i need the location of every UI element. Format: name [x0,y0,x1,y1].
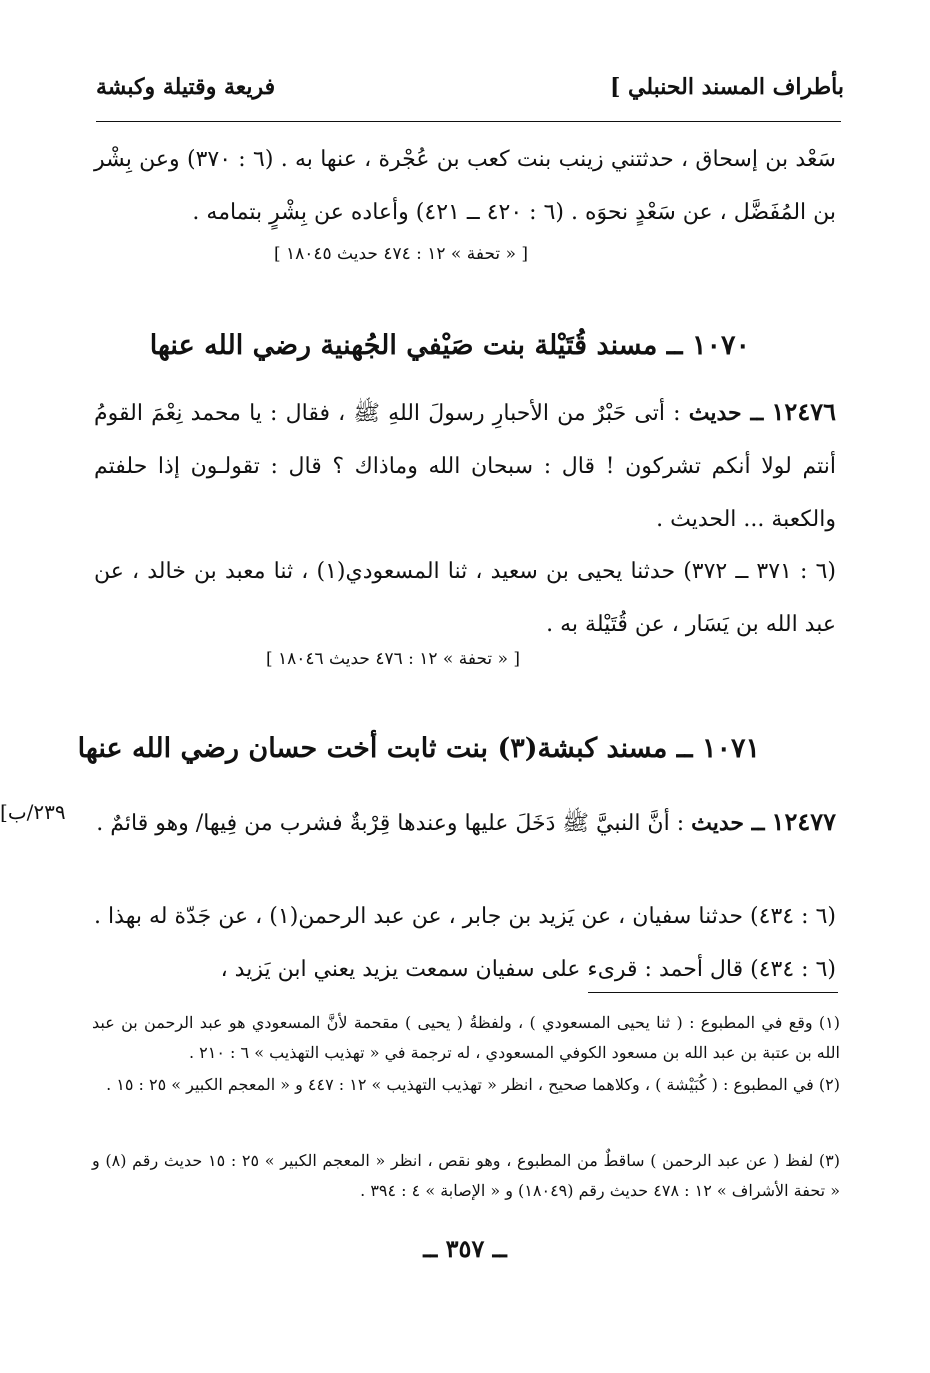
hadith-label: ــ حديث [691,810,765,836]
hadith-12477 [94,795,836,850]
running-header-section: فريعة وقتيلة وكبشة [96,74,276,100]
hadith-number: ١٢٤٧٧ [771,807,836,836]
footnote-2: (٢) في المطبوع : ( كُبَيْشة ) ، وكلاهما صحيح ، انظر « تهذيب التهذيب » ١٢ : ٤٤٧ و « المعجم الكبير » ٢٥ : ١٥ . [106,1075,840,1094]
footnote-separator [588,992,838,993]
isnad-paragraph-1: (٦ : ٣٧١ ــ ٣٧٢) حدثنا يحيى بن سعيد ، ثنا المسعودي(١) ، ثنا معبد بن خالد ، عن عبد الله بن يَسَار ، عن قُتَيْلة به . [94,559,836,637]
manuscript-folio-marker: [٢٣٩/ب [0,800,66,824]
hadith-text: : أنَّ النبيَّ ﷺ دَخَلَ عليها وعندها قِرْبةٌ فشرب من فِيها/ وهو قائمٌ . [96,811,685,836]
continuation-paragraph: سَعْد بن إسحاق ، حدثتني زينب بنت كعب بن عُجْرة ، عنها به . (٦ : ٣٧٠) وعن بِشْر بن المُفَضَّل ، عن سَعْدٍ نحوَه . (٦ : ٤٢٠ ــ ٤٢١) وأعاده عن بِشْرٍ بتمامه . [94,147,836,225]
footnote-3: (٣) لفظ ( عن عبد الرحمن ) ساقطٌ من المطبوع ، وهو نقص ، انظر « المعجم الكبير » ٢٥ : ١٥ حديث رقم (٨) و « تحفة الأشراف » ١٢ : ٤٧٨ حديث رقم (١٨٠٤٩) و « الإصابة » ٤ : ٣٩٤ . [92,1151,840,1200]
header-rule [96,121,841,122]
isnad-paragraph-2: (٦ : ٤٣٤) حدثنا سفيان ، عن يَزيد بن جابر ، عن عبد الرحمن(١) ، عن جَدّة له بهذا . (٦ : ٤٣٤) قال أحمد : قرىء على سفيان سمعت يزيد يعني ابن يَزيد ، [94,904,837,982]
section-heading-1070: ١٠٧٠ ــ مسند قُتَيْلة بنت صَيْفي الجُهنية رضي الله عنها [149,330,750,361]
page-number: ــ ٣٥٧ ــ [423,1234,507,1263]
hadith-12476 [94,385,836,546]
hadith-text: : أتى حَبْرٌ من الأحبارِ رسولَ اللهِ ﷺ ، فقال : يا محمد نِعْمَ القومُ أنتم لولا أنكم تشركون ! قال : سبحان الله وماذاك ؟ قال : تقولـون إذا حلفتم والكعبة ... الحديث . [94,401,836,532]
hadith-number: ١٢٤٧٦ [771,397,836,426]
footnote-1: (١) وقع في المطبوع : ( ثنا يحيى المسعودي ) ، ولفظةُ ( يحيى ) مقحمة لأنَّ المسعودي هو عبد الرحمن بن عبد الله بن عتبة بن عبد الله بن مسعود الكوفي المسعودي ، له ترجمة في « تهذيب التهذيب » ٦ : ٢١٠ . [92,1013,840,1062]
hadith-label: ــ حديث [688,400,764,426]
running-header-title: بأطراف المسند الحنبلي ] [609,74,844,100]
tuhfa-reference-2: [ « تحفة » ١٢ : ٤٧٦ حديث ١٨٠٤٦ ] [265,649,520,669]
section-heading-1071: ١٠٧١ ــ مسند كبشة(٣) بنت ثابت أخت حسان رضي الله عنها [77,733,760,764]
tuhfa-reference-1: [ « تحفة » ١٢ : ٤٧٤ حديث ١٨٠٤٥ ] [273,244,528,264]
